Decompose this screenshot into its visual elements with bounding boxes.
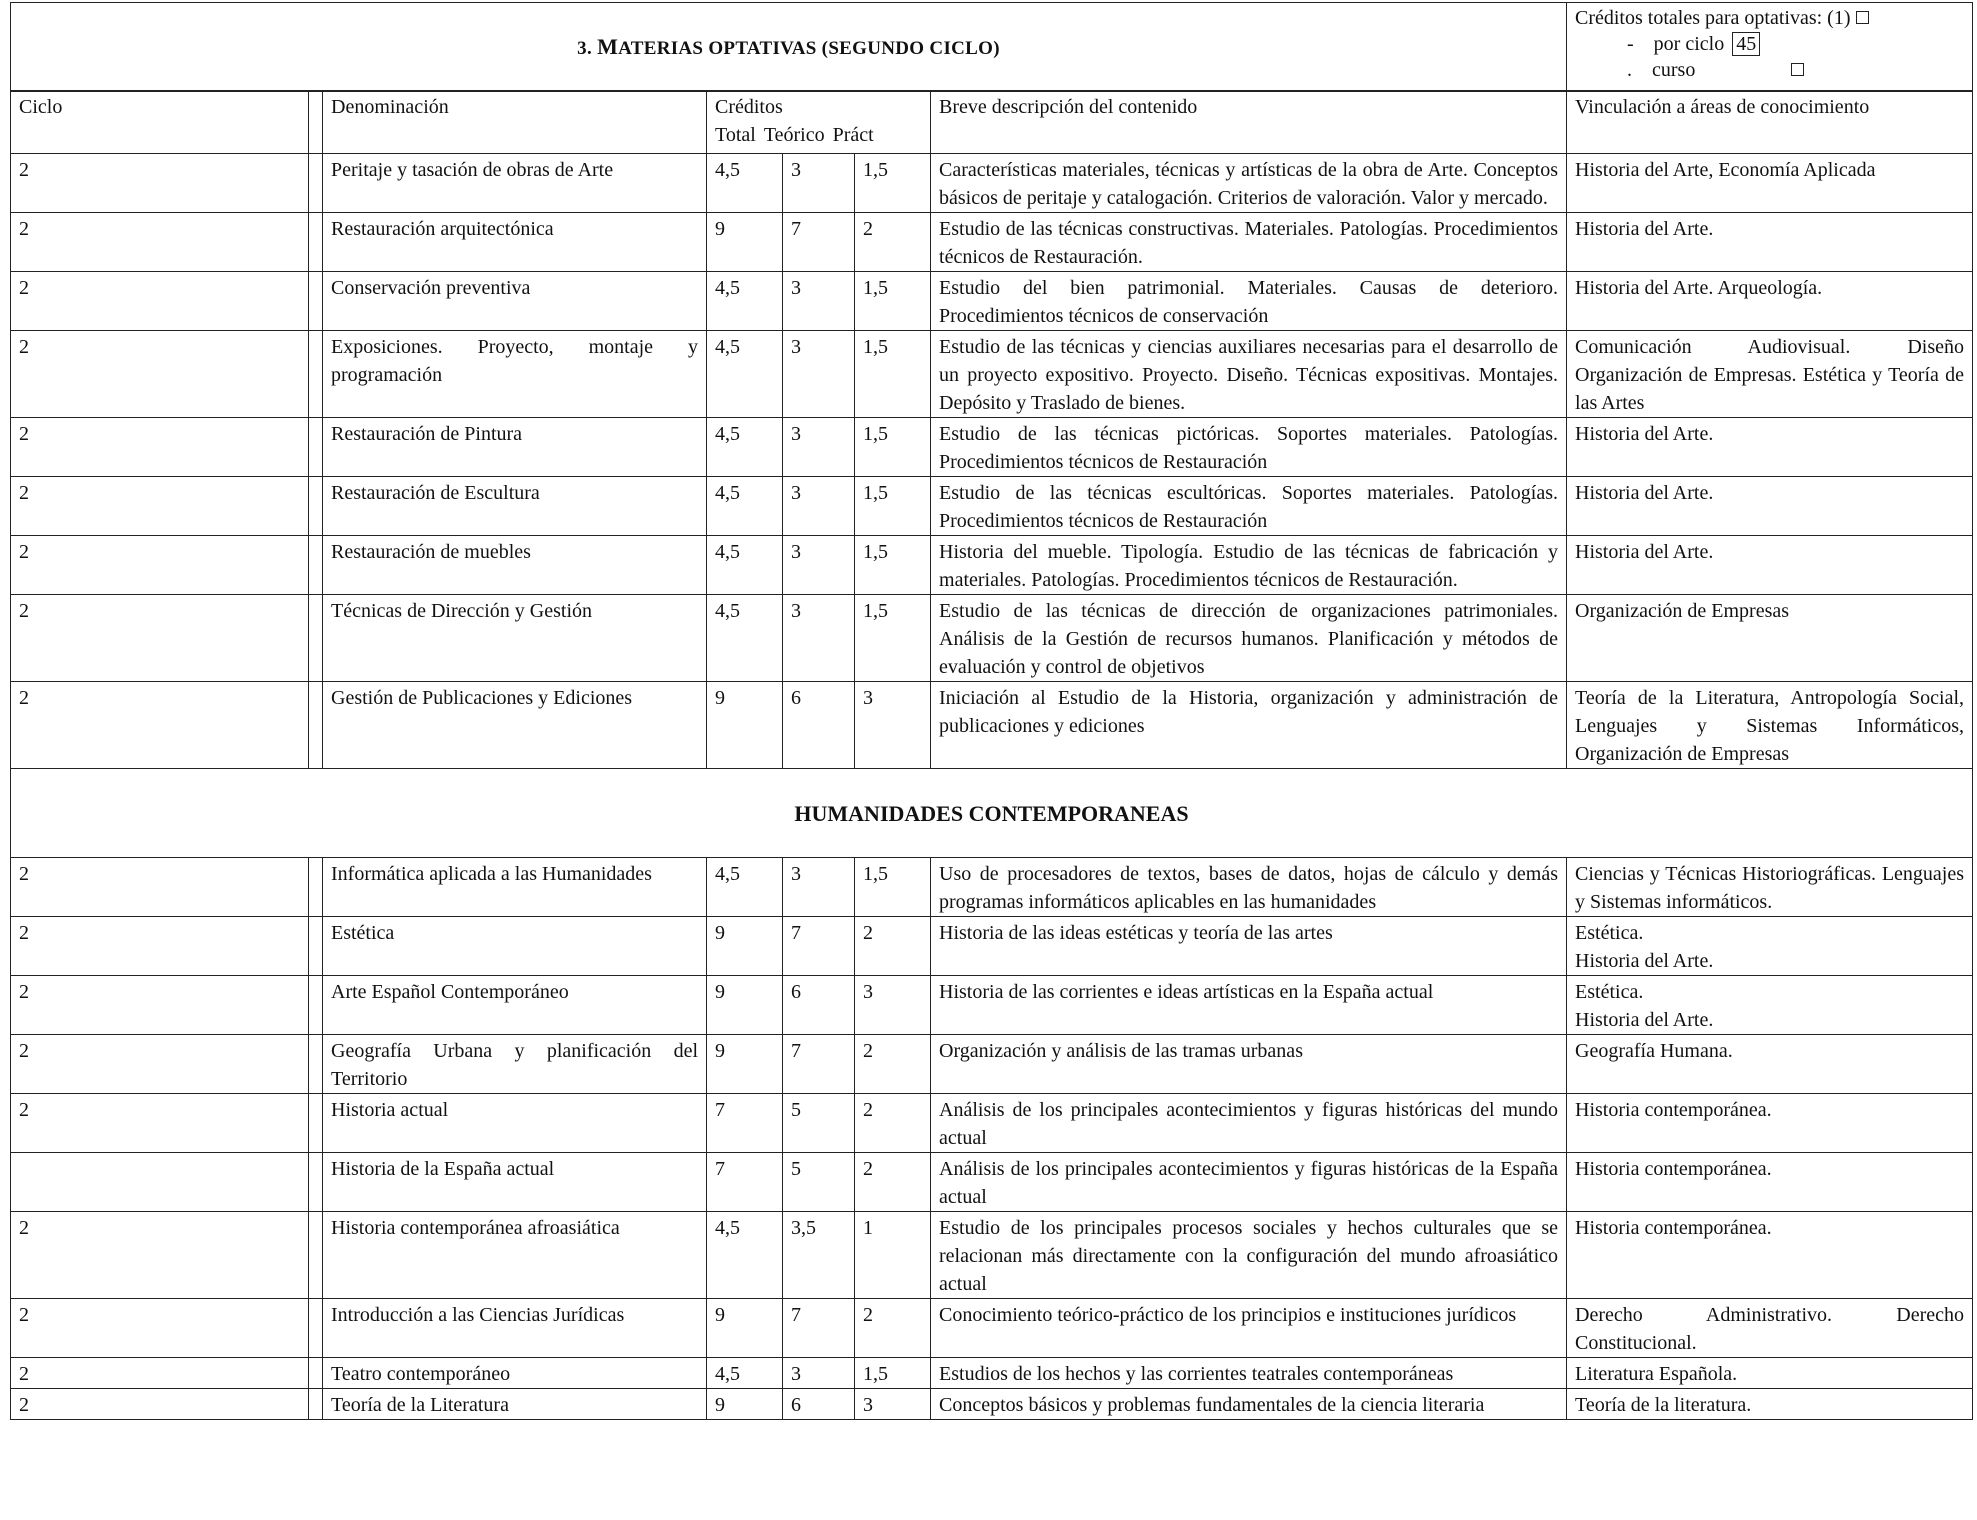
cell-ciclo [11,1153,309,1212]
cell-descripcion: Estudio de los principales procesos sociales y hechos culturales que se relacionan más directamente con la configuración del mundo afroasiático actual [931,1212,1567,1299]
cell-teorico: 7 [783,1035,855,1094]
cell-teorico: 7 [783,1299,855,1358]
cell-teorico: 3,5 [783,1212,855,1299]
cell-ciclo: 2 [11,536,309,595]
col-creditos-label: Créditos [715,96,783,118]
cell-descripcion: Análisis de los principales acontecimientos y figuras históricas del mundo actual [931,1094,1567,1153]
cell-total: 7 [707,1153,783,1212]
cell-practico: 1,5 [855,477,931,536]
cell-total: 9 [707,682,783,769]
table-row [11,682,1973,769]
cell-denominacion: Restauración de muebles [323,536,707,595]
cell-descripcion: Conceptos básicos y problemas fundamentales de la ciencia literaria [931,1389,1567,1420]
cell-descripcion: Historia de las ideas estéticas y teoría de las artes [931,917,1567,976]
course-prefix: . [1627,59,1632,81]
cell-denominacion: Informática aplicada a las Humanidades [323,858,707,917]
col-teorico: Teórico [763,124,825,146]
cell-teorico: 3 [783,595,855,682]
table-row [11,418,1973,477]
table-row [11,976,1973,1035]
cell-teorico: 3 [783,272,855,331]
cell-denominacion: Geografía Urbana y planificación del Territorio [323,1035,707,1094]
column-spacer [309,331,323,418]
table-row [11,917,1973,976]
cell-ciclo: 2 [11,418,309,477]
cell-denominacion: Teatro contemporáneo [323,1358,707,1389]
table-row [11,1389,1973,1420]
cell-practico: 2 [855,1094,931,1153]
cell-vinculacion: Historia contemporánea. [1567,1153,1973,1212]
column-spacer [309,917,323,976]
column-spacer [309,418,323,477]
cell-ciclo: 2 [11,917,309,976]
cell-total: 7 [707,1094,783,1153]
cell-vinculacion: Teoría de la literatura. [1567,1389,1973,1420]
cell-practico: 2 [855,1299,931,1358]
table-row [11,595,1973,682]
cell-practico: 1,5 [855,418,931,477]
section-title-initial: M [597,34,619,59]
cell-vinculacion: Teoría de la Literatura, Antropología Social, Lenguajes y Sistemas Informáticos, Organización de Empresas [1567,682,1973,769]
section-title-text: ATERIAS OPTATIVAS (SEGUNDO CICLO) [618,38,1000,59]
column-spacer [309,91,323,154]
cell-vinculacion: Historia contemporánea. [1567,1212,1973,1299]
cell-descripcion: Uso de procesadores de textos, bases de datos, hojas de cálculo y demás programas informáticos aplicables en las humanidades [931,858,1567,917]
column-spacer [309,595,323,682]
column-spacer [309,213,323,272]
cell-vinculacion: Historia del Arte, Economía Aplicada [1567,154,1973,213]
cell-ciclo: 2 [11,331,309,418]
col-total: Total [715,124,756,146]
column-spacer [309,536,323,595]
cell-vinculacion: Organización de Empresas [1567,595,1973,682]
cell-total: 9 [707,917,783,976]
cell-teorico: 6 [783,976,855,1035]
cell-denominacion: Historia de la España actual [323,1153,707,1212]
per-cycle-prefix: - [1627,33,1634,55]
column-spacer [309,1212,323,1299]
cell-total: 4,5 [707,272,783,331]
cell-total: 4,5 [707,1212,783,1299]
cell-vinculacion: Historia del Arte. [1567,536,1973,595]
cell-descripcion: Estudio de las técnicas de dirección de organizaciones patrimoniales. Análisis de la Gestión de recursos humanos. Planificación y métodos de evaluación y control de objetivos [931,595,1567,682]
cell-total: 9 [707,1035,783,1094]
table-row [11,1212,1973,1299]
cell-vinculacion: Estética. Historia del Arte. [1567,917,1973,976]
cell-ciclo: 2 [11,595,309,682]
cell-denominacion: Introducción a las Ciencias Jurídicas [323,1299,707,1358]
cell-descripcion: Características materiales, técnicas y artísticas de la obra de Arte. Conceptos básicos de peritaje y catalogación. Criterios de valoración. Valor y mercado. [931,154,1567,213]
cell-vinculacion: Literatura Española. [1567,1358,1973,1389]
cell-teorico: 6 [783,1389,855,1420]
cell-ciclo: 2 [11,1299,309,1358]
cell-denominacion: Historia actual [323,1094,707,1153]
cell-vinculacion: Historia del Arte. [1567,477,1973,536]
cell-denominacion: Estética [323,917,707,976]
cell-practico: 1,5 [855,331,931,418]
cell-teorico: 3 [783,1358,855,1389]
checkbox-icon [1856,11,1869,24]
cell-descripcion: Estudio de las técnicas pictóricas. Soportes materiales. Patologías. Procedimientos técnicos de Restauración [931,418,1567,477]
cell-vinculacion: Derecho Administrativo. Derecho Constitucional. [1567,1299,1973,1358]
cell-descripcion: Estudio de las técnicas y ciencias auxiliares necesarias para el desarrollo de un proyecto expositivo. Proyecto. Diseño. Técnicas expositivas. Montajes. Depósito y Traslado de bienes. [931,331,1567,418]
column-spacer [309,1389,323,1420]
cell-teorico: 3 [783,418,855,477]
cell-descripcion: Conocimiento teórico-práctico de los principios e instituciones jurídicos [931,1299,1567,1358]
per-cycle-label: por ciclo [1653,33,1725,55]
cell-denominacion: Arte Español Contemporáneo [323,976,707,1035]
cell-vinculacion: Estética. Historia del Arte. [1567,976,1973,1035]
cell-vinculacion: Historia del Arte. [1567,213,1973,272]
column-spacer [309,272,323,331]
cell-total: 4,5 [707,595,783,682]
cell-total: 4,5 [707,536,783,595]
table-row [11,1035,1973,1094]
cell-denominacion: Técnicas de Dirección y Gestión [323,595,707,682]
cell-descripcion: Estudio del bien patrimonial. Materiales. Causas de deterioro. Procedimientos técnicos de conservación [931,272,1567,331]
cell-denominacion: Teoría de la Literatura [323,1389,707,1420]
cell-vinculacion: Historia del Arte. Arqueología. [1567,272,1973,331]
cell-ciclo: 2 [11,858,309,917]
cell-descripcion: Estudio de las técnicas escultóricas. Soportes materiales. Patologías. Procedimientos técnicos de Restauración [931,477,1567,536]
cell-practico: 1,5 [855,154,931,213]
cell-total: 4,5 [707,418,783,477]
table-row [11,858,1973,917]
table-row [11,1299,1973,1358]
cell-denominacion: Restauración de Pintura [323,418,707,477]
cell-descripcion: Organización y análisis de las tramas urbanas [931,1035,1567,1094]
cell-teorico: 5 [783,1153,855,1212]
per-cycle-value: 45 [1732,32,1760,56]
table-row [11,1358,1973,1389]
cell-descripcion: Estudios de los hechos y las corrientes teatrales contemporáneas [931,1358,1567,1389]
cell-practico: 2 [855,1153,931,1212]
cell-teorico: 5 [783,1094,855,1153]
column-spacer [309,976,323,1035]
cell-practico: 1,5 [855,858,931,917]
cell-teorico: 7 [783,917,855,976]
column-spacer [309,1035,323,1094]
group-title: HUMANIDADES CONTEMPORANEAS [11,769,1973,858]
cell-vinculacion: Ciencias y Técnicas Historiográficas. Lenguajes y Sistemas informáticos. [1567,858,1973,917]
column-spacer [309,1094,323,1153]
cell-vinculacion: Comunicación Audiovisual. Diseño Organización de Empresas. Estética y Teoría de las Artes [1567,331,1973,418]
cell-total: 9 [707,213,783,272]
col-ciclo: Ciclo [11,91,309,154]
cell-total: 9 [707,976,783,1035]
cell-teorico: 3 [783,536,855,595]
cell-practico: 3 [855,976,931,1035]
cell-practico: 1,5 [855,595,931,682]
cell-ciclo: 2 [11,1389,309,1420]
cell-total: 4,5 [707,477,783,536]
cell-practico: 3 [855,682,931,769]
col-vinculacion: Vinculación a áreas de conocimiento [1567,91,1973,154]
credits-summary [1567,3,1973,92]
cell-denominacion: Exposiciones. Proyecto, montaje y programación [323,331,707,418]
cell-vinculacion: Historia contemporánea. [1567,1094,1973,1153]
cell-descripcion: Análisis de los principales acontecimientos y figuras históricas de la España actual [931,1153,1567,1212]
table-row [11,154,1973,213]
column-spacer [309,1299,323,1358]
cell-ciclo: 2 [11,272,309,331]
column-spacer [309,154,323,213]
cell-practico: 1,5 [855,536,931,595]
subjects-table [10,90,1973,1420]
cell-practico: 2 [855,917,931,976]
cell-descripcion: Estudio de las técnicas constructivas. Materiales. Patologías. Procedimientos técnicos de Restauración. [931,213,1567,272]
cell-ciclo: 2 [11,154,309,213]
table-row [11,1153,1973,1212]
table-row [11,477,1973,536]
cell-teorico: 3 [783,477,855,536]
table-row [11,536,1973,595]
cell-ciclo: 2 [11,213,309,272]
cell-ciclo: 2 [11,682,309,769]
col-creditos [707,91,931,154]
cell-practico: 2 [855,213,931,272]
column-spacer [309,477,323,536]
section-number: 3. [577,38,592,59]
col-descripcion: Breve descripción del contenido [931,91,1567,154]
cell-denominacion: Restauración de Escultura [323,477,707,536]
column-spacer [309,1358,323,1389]
cell-descripcion: Historia de las corrientes e ideas artísticas en la España actual [931,976,1567,1035]
column-spacer [309,682,323,769]
cell-practico: 1 [855,1212,931,1299]
cell-vinculacion: Historia del Arte. [1567,418,1973,477]
section-header-table [10,2,1973,92]
cell-ciclo: 2 [11,1094,309,1153]
cell-total: 4,5 [707,331,783,418]
cell-teorico: 7 [783,213,855,272]
cell-total: 4,5 [707,1358,783,1389]
col-practico: Práct [832,124,874,146]
cell-total: 9 [707,1299,783,1358]
cell-denominacion: Gestión de Publicaciones y Ediciones [323,682,707,769]
course-label: curso [1652,59,1696,81]
credits-label: Créditos totales para optativas: (1) [1575,7,1851,29]
cell-total: 9 [707,1389,783,1420]
cell-ciclo: 2 [11,1358,309,1389]
cell-teorico: 3 [783,858,855,917]
cell-descripcion: Iniciación al Estudio de la Historia, organización y administración de publicaciones y ediciones [931,682,1567,769]
cell-total: 4,5 [707,858,783,917]
cell-ciclo: 2 [11,1035,309,1094]
cell-teorico: 3 [783,154,855,213]
cell-practico: 1,5 [855,1358,931,1389]
cell-practico: 3 [855,1389,931,1420]
table-row [11,1094,1973,1153]
column-spacer [309,858,323,917]
group-header-row [11,769,1973,858]
cell-total: 4,5 [707,154,783,213]
cell-teorico: 3 [783,331,855,418]
cell-denominacion: Conservación preventiva [323,272,707,331]
cell-practico: 2 [855,1035,931,1094]
cell-denominacion: Peritaje y tasación de obras de Arte [323,154,707,213]
cell-denominacion: Historia contemporánea afroasiática [323,1212,707,1299]
cell-vinculacion: Geografía Humana. [1567,1035,1973,1094]
col-denominacion: Denominación [323,91,707,154]
cell-descripcion: Historia del mueble. Tipología. Estudio de las técnicas de fabricación y materiales. Patologías. Procedimientos técnicos de Restauración. [931,536,1567,595]
checkbox-icon [1791,63,1804,76]
cell-ciclo: 2 [11,1212,309,1299]
table-row [11,213,1973,272]
column-spacer [309,1153,323,1212]
cell-denominacion: Restauración arquitectónica [323,213,707,272]
column-header-row [11,91,1973,154]
table-row [11,272,1973,331]
cell-ciclo: 2 [11,477,309,536]
cell-practico: 1,5 [855,272,931,331]
section-title [11,3,1567,92]
cell-ciclo: 2 [11,976,309,1035]
table-row [11,331,1973,418]
cell-teorico: 6 [783,682,855,769]
